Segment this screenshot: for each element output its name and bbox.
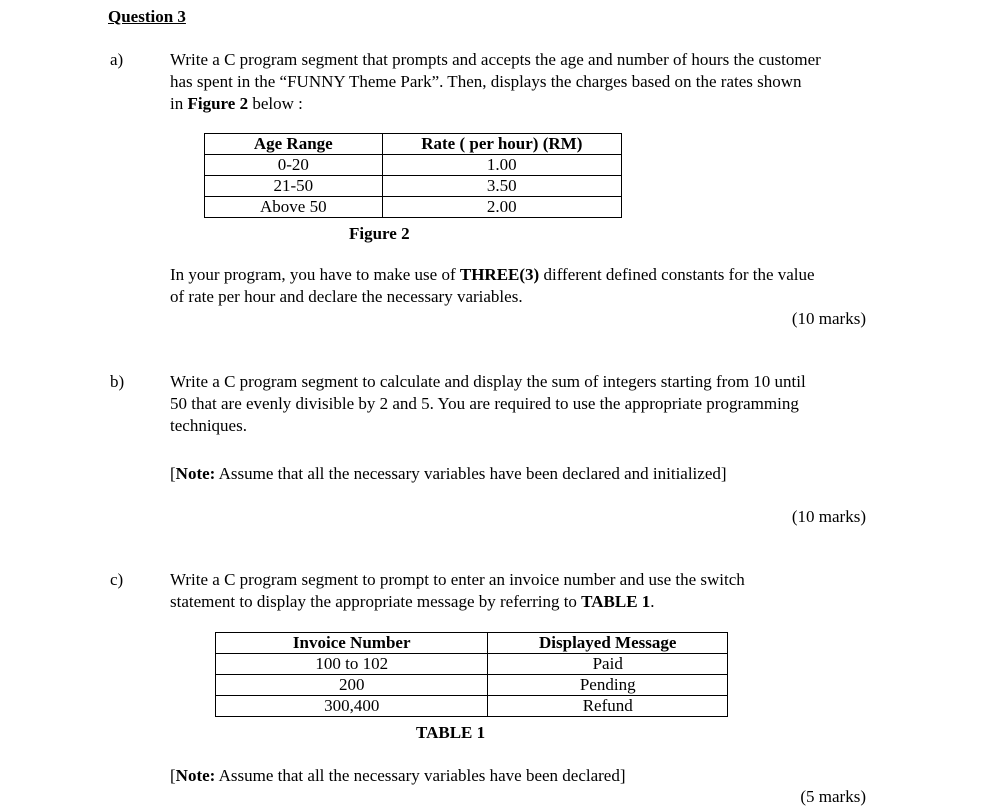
invoice-cell: 100 to 102	[216, 654, 488, 675]
part-c-marks: (5 marks)	[800, 787, 866, 806]
age-cell: 21-50	[205, 176, 383, 197]
part-b-line-2: 50 that are evenly divisible by 2 and 5. You are required to use the appropriate programming	[170, 394, 799, 413]
part-b-line-1: Write a C program segment to calculate and display the sum of integers starting from 10 until	[170, 372, 806, 391]
part-a-text	[170, 49, 870, 115]
message-cell: Refund	[488, 696, 728, 717]
rate-cell: 2.00	[382, 197, 621, 218]
question-title: Question 3	[108, 7, 186, 26]
part-b-text	[170, 371, 870, 437]
table-row	[205, 176, 622, 197]
invoice-table	[215, 632, 728, 717]
rate-cell: 1.00	[382, 155, 621, 176]
displayed-message-header: Displayed Message	[488, 633, 728, 654]
table-row	[216, 675, 728, 696]
table-row	[216, 654, 728, 675]
message-cell: Paid	[488, 654, 728, 675]
part-b-note: [Note: Assume that all the necessary variables have been declared and initialized]	[170, 464, 727, 483]
age-range-header: Age Range	[205, 134, 383, 155]
part-a-line-3: in Figure 2 below :	[170, 94, 303, 113]
part-c-line-1: Write a C program segment to prompt to enter an invoice number and use the switch	[170, 570, 745, 589]
part-c-label: c)	[110, 570, 124, 589]
table-header-row	[216, 633, 728, 654]
part-b-line-3: techniques.	[170, 416, 247, 435]
age-rate-table	[204, 133, 622, 218]
rate-header: Rate ( per hour) (RM)	[382, 134, 621, 155]
table-row	[205, 155, 622, 176]
invoice-number-header: Invoice Number	[216, 633, 488, 654]
part-a-label: a)	[110, 50, 124, 69]
age-cell: 0-20	[205, 155, 383, 176]
part-a-para2-line-2: of rate per hour and declare the necessary variables.	[170, 287, 523, 306]
part-a-para2-line-1: In your program, you have to make use of THREE(3) different defined constants for the value	[170, 265, 815, 284]
rate-cell: 3.50	[382, 176, 621, 197]
table-row	[216, 696, 728, 717]
message-cell: Pending	[488, 675, 728, 696]
figure-caption: Figure 2	[349, 224, 410, 243]
part-a-line-1: Write a C program segment that prompts and accepts the age and number of hours the customer	[170, 50, 821, 69]
part-c-note: [Note: Assume that all the necessary variables have been declared]	[170, 766, 626, 785]
part-b-marks: (10 marks)	[791, 507, 866, 526]
table-caption: TABLE 1	[416, 723, 486, 742]
part-a-line-2: has spent in the “FUNNY Theme Park”. Then, displays the charges based on the rates shown	[170, 72, 802, 91]
table-header-row	[205, 134, 622, 155]
part-a-marks: (10 marks)	[791, 309, 866, 328]
part-b-label: b)	[110, 372, 125, 391]
part-a-paragraph-2	[170, 264, 870, 308]
invoice-cell: 200	[216, 675, 488, 696]
part-c-line-2: statement to display the appropriate message by referring to TABLE 1.	[170, 592, 655, 611]
invoice-cell: 300,400	[216, 696, 488, 717]
table-row	[205, 197, 622, 218]
part-c-text	[170, 569, 870, 613]
age-cell: Above 50	[205, 197, 383, 218]
